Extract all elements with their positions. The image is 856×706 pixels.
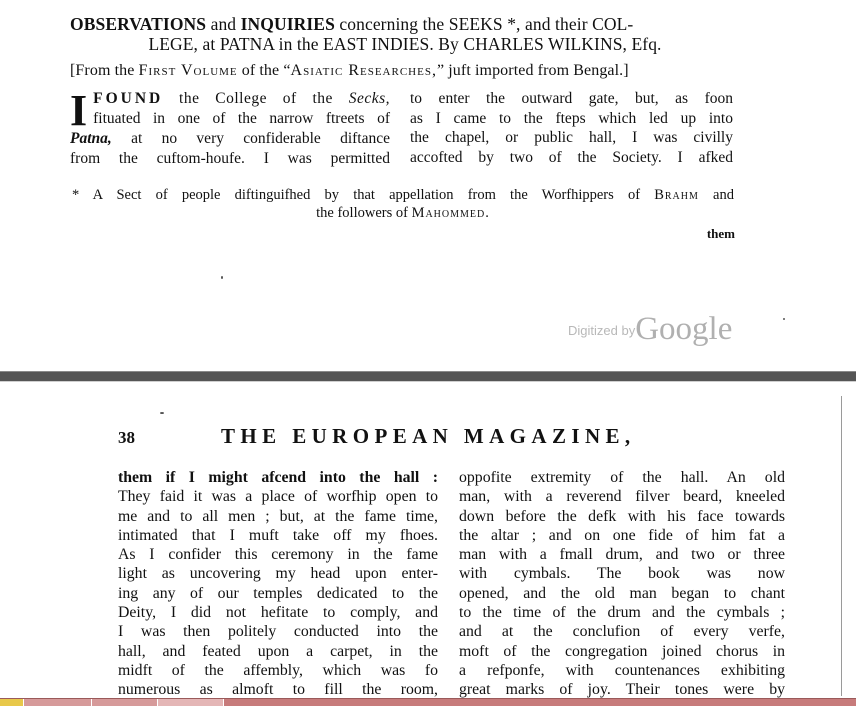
title-word-inquiries: INQUIRIES <box>240 14 335 34</box>
source-mid: of the “ <box>237 62 291 79</box>
text-line: moft of the congregation joined chorus in <box>459 642 785 660</box>
title-word-and: and <box>206 14 241 34</box>
text-line: and at the conclufion of every verfe, <box>459 623 785 641</box>
text-line: hall, and feated upon a carpet, in the <box>118 642 438 660</box>
bottom-left-column <box>118 468 438 700</box>
scan-speck <box>783 318 785 320</box>
text-line: down before the defk with his face towards <box>459 507 785 525</box>
smallcaps-brahm: Brahm <box>654 187 699 203</box>
footnote <box>72 186 734 222</box>
text-line: to the time of the drum and the cymbals ; <box>459 604 785 622</box>
scanned-page-bottom <box>0 382 856 698</box>
text-line: oppofite extremity of the hall. An old <box>459 469 785 486</box>
text-line: midft of the affembly, which was fo <box>118 661 438 679</box>
text-line: man with a fmall drum, and two or three <box>459 546 785 564</box>
bottom-right-column <box>459 468 785 700</box>
text-line: from the cuftom-houfe. I was permitted <box>70 149 390 167</box>
text-line: intimated that I muft take off my fhoes. <box>118 526 438 544</box>
title-word-observations: OBSERVATIONS <box>70 14 207 34</box>
watermark-digitized-label: Digitized by <box>568 323 636 338</box>
text-line: light as uncovering my head upon enter- <box>118 565 438 583</box>
page-edge-rule <box>841 396 842 696</box>
footnote-line-1 <box>72 186 734 204</box>
footnote-line-2 <box>316 205 490 221</box>
top-right-column <box>410 89 733 167</box>
text-line: man, with a reverend filver beard, kneeled <box>459 488 785 506</box>
smallcaps-found: FOUND <box>93 90 164 107</box>
text-line: opened, and the old man began to chant <box>459 584 785 602</box>
source-close: ” juft imported from Bengal.] <box>436 62 629 79</box>
smallcaps-mahommed: Mahommed. <box>411 205 490 221</box>
source-work: Asiatic Researches, <box>290 62 437 79</box>
text-line <box>70 89 390 109</box>
title-rest: concerning the SEEKS *, and their COL- <box>334 14 634 34</box>
text-fragment: the followers of <box>316 205 412 221</box>
article-title-line-2: LEGE, at PATNA in the EAST INDIES. By CHARLES WILKINS, Efq. <box>148 34 662 54</box>
digitized-by-google-watermark <box>568 311 732 348</box>
text-line: the altar ; and on one fide of him fat a <box>459 526 785 544</box>
strip-segment[interactable] <box>0 699 24 706</box>
italic-patna: Patna, <box>70 130 112 147</box>
article-title <box>70 14 740 54</box>
text-fragment: * A Sect of people diftinguifhed by that appellation from the Worfhippers of <box>72 187 655 203</box>
scan-speck <box>221 276 223 279</box>
text-fragment: the College of the <box>163 90 349 107</box>
running-title: THE EUROPEAN MAGAZINE, <box>221 424 636 448</box>
source-note <box>70 62 740 80</box>
text-line: fituated in one of the narrow ftreets of <box>93 109 390 127</box>
text-line: They faid it was a place of worfhip open to <box>118 488 438 506</box>
text-line: Deity, I did not hefitate to comply, and <box>118 604 438 622</box>
article-title-line-1 <box>70 14 740 34</box>
text-line: accofted by two of the Society. I afked <box>410 148 733 166</box>
google-logo: Google <box>635 311 733 347</box>
strip-segment <box>224 699 856 706</box>
text-line: I was then politely conducted into the <box>118 623 438 641</box>
italic-seeks: Secks, <box>348 90 390 107</box>
source-volume: First Volume <box>138 62 238 79</box>
text-line: great marks of joy. Their tones were by <box>459 681 785 699</box>
text-line: them if I might afcend into the hall : <box>118 469 438 486</box>
text-line: As I confider this ceremony in the fame <box>118 546 438 564</box>
page-divider <box>0 371 856 382</box>
strip-segment[interactable] <box>158 699 224 706</box>
text-line: me and to all men ; but, at the fame time, <box>118 507 438 525</box>
text-fragment: at no very confiderable diftance <box>111 130 390 147</box>
text-line: as I came to the fteps which led up into <box>410 109 733 127</box>
text-line: to enter the outward gate, but, as foon <box>410 90 733 107</box>
text-fragment: and <box>698 187 734 203</box>
text-line <box>70 129 390 149</box>
source-open: [From the <box>70 62 139 79</box>
running-head <box>118 424 698 450</box>
text-line: the chapel, or public hall, I was civilly <box>410 129 733 146</box>
strip-segment[interactable] <box>92 699 158 706</box>
page-number: 38 <box>118 428 135 447</box>
bottom-toolbar-strip <box>0 698 856 706</box>
text-line: ing any of our temples dedicated to the <box>118 584 438 602</box>
top-left-column <box>70 86 390 168</box>
text-line: numerous as almoft to fill the room, <box>118 681 438 699</box>
text-line: a refponfe, with countenances exhibiting <box>459 661 785 679</box>
scan-speck <box>160 412 164 414</box>
catchword: them <box>706 226 735 241</box>
drop-cap: I <box>70 86 88 135</box>
strip-segment[interactable] <box>24 699 92 706</box>
text-line: with cymbals. The book was now <box>459 565 785 583</box>
